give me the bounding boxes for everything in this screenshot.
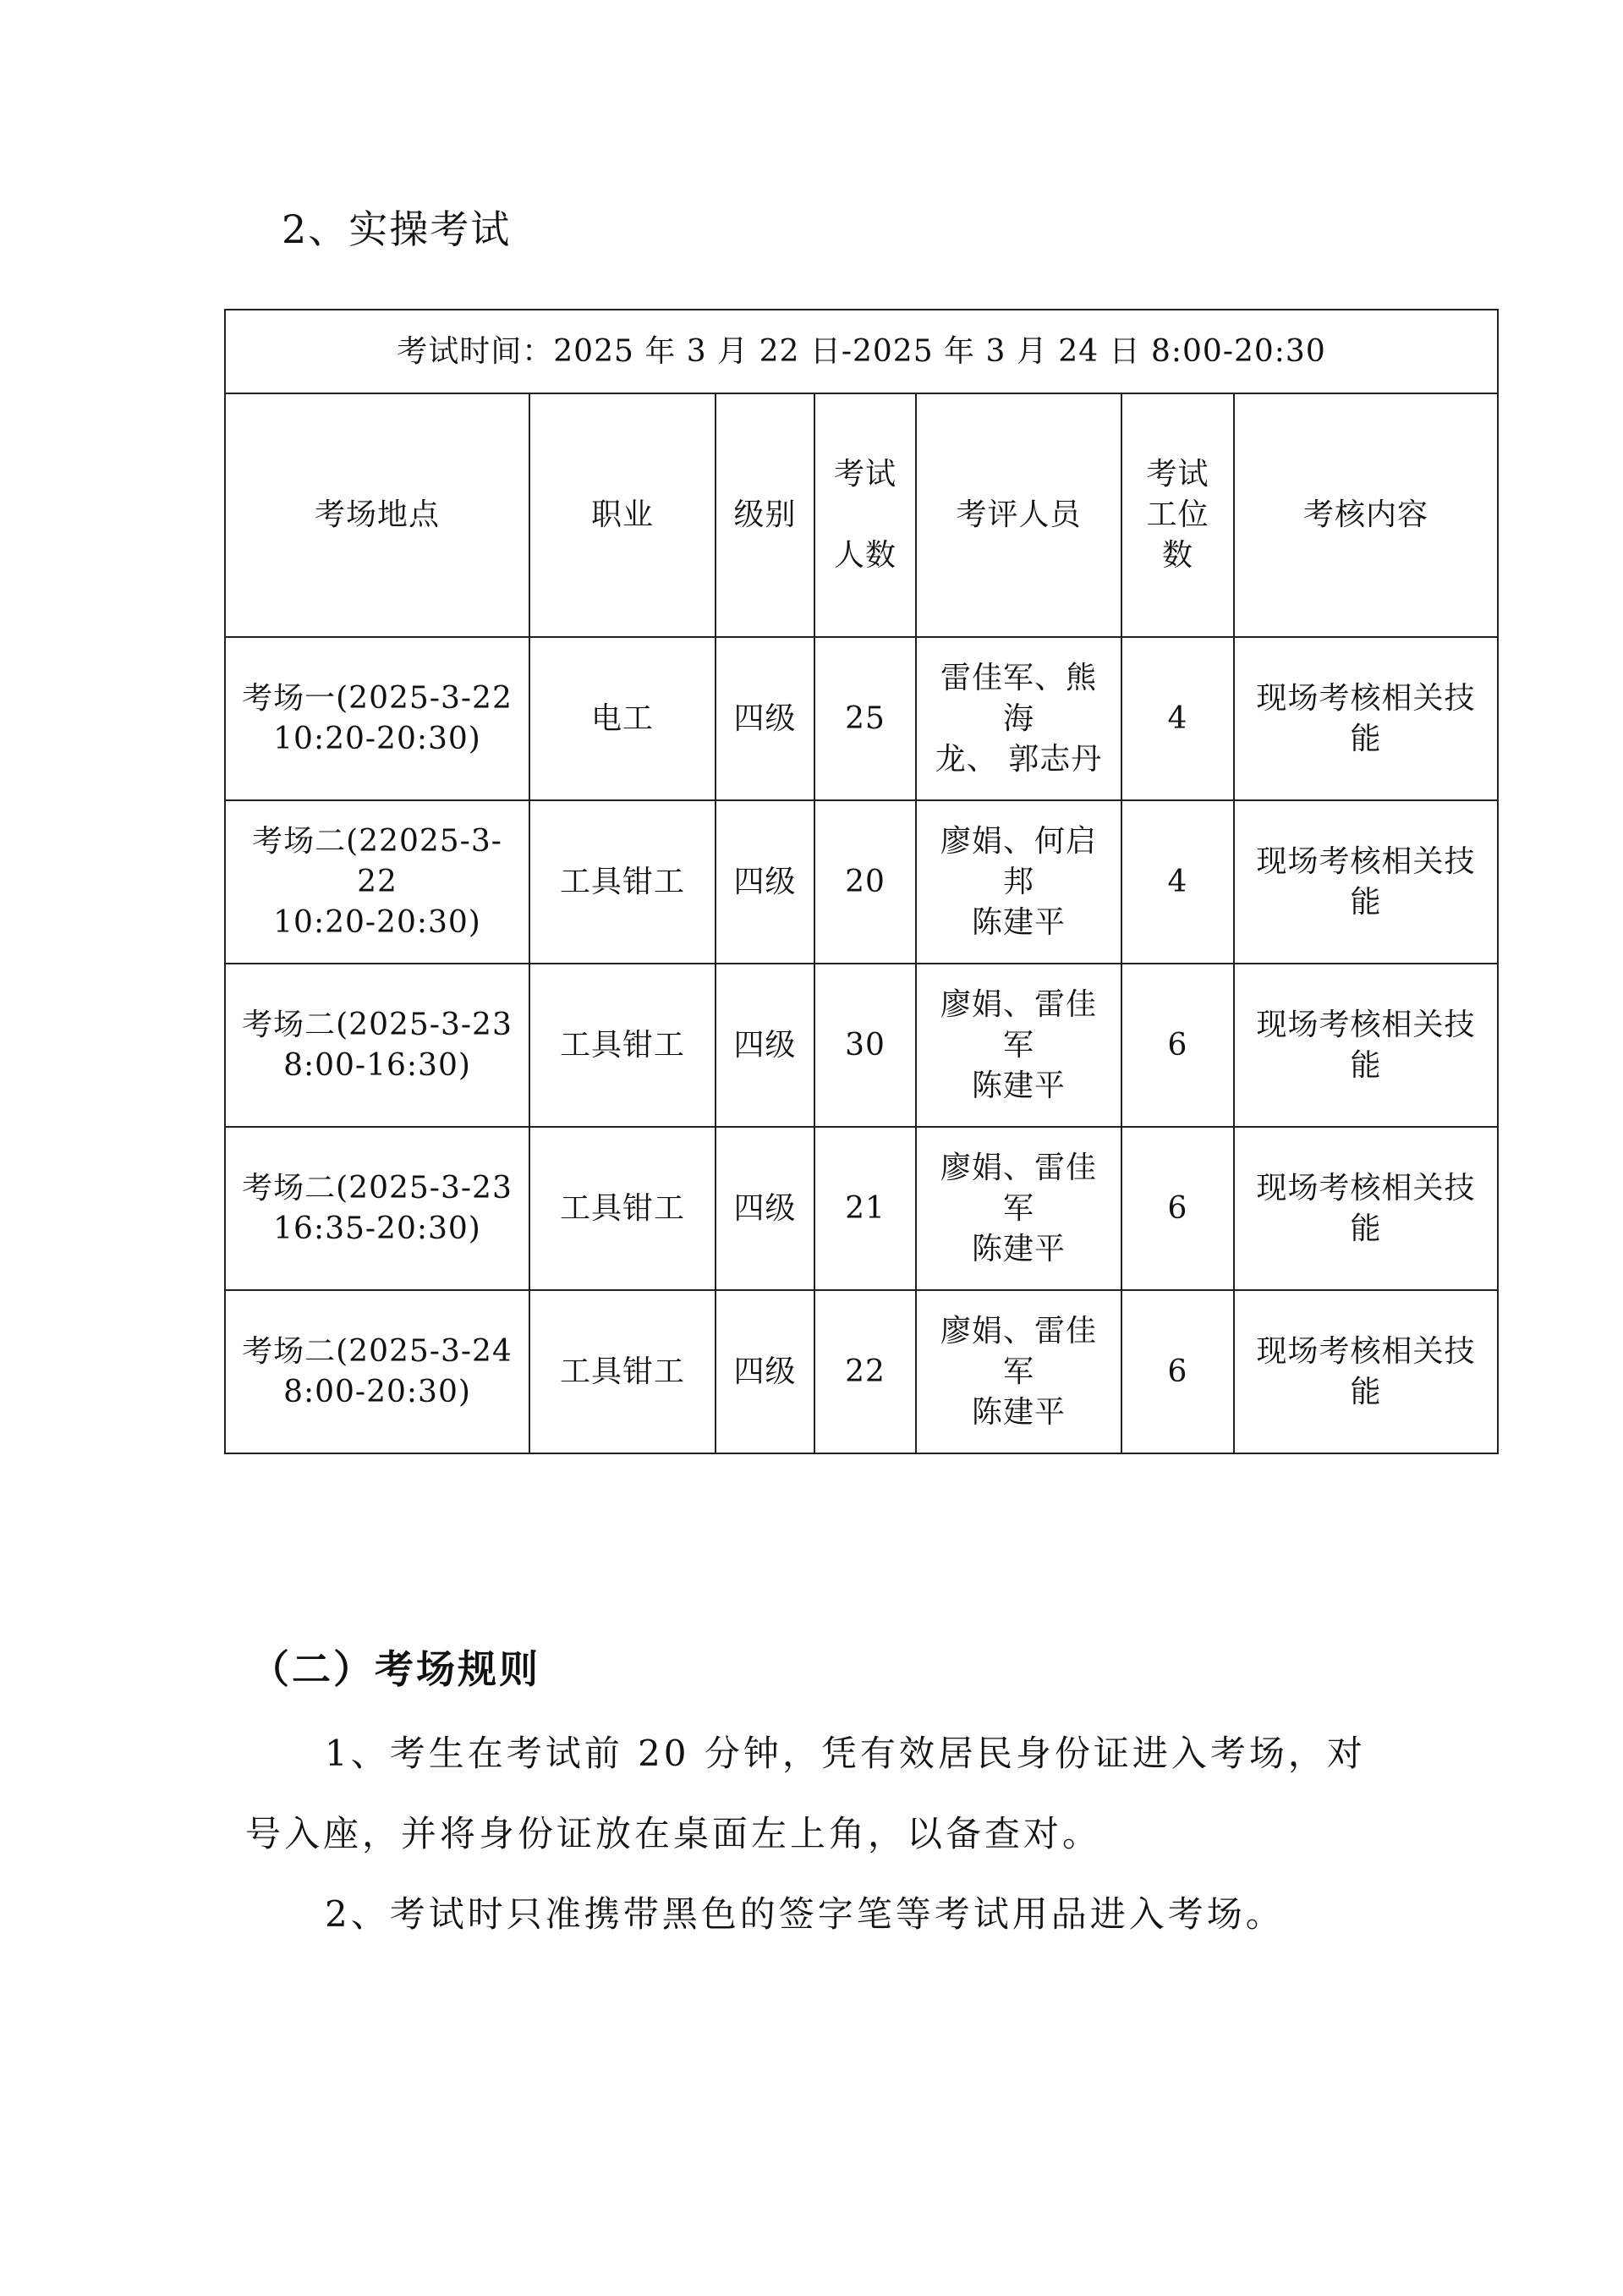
- exam-schedule-table: [224, 309, 1499, 1454]
- cell-count: 25: [814, 637, 916, 800]
- cell-line: 数: [1161, 538, 1193, 573]
- cell-occupation: 工具钳工: [529, 1290, 716, 1453]
- header-location: [225, 393, 529, 637]
- header-level: [716, 393, 814, 637]
- cell-line: 现场考核相关技: [1256, 843, 1476, 879]
- cell-line: 考场二(2025-3-23: [242, 1170, 513, 1206]
- cell-line: 8:00-20:30): [283, 1374, 471, 1409]
- cell-stations: 4: [1121, 800, 1234, 964]
- cell-occupation: 电工: [529, 637, 716, 800]
- cell-count: 20: [814, 800, 916, 964]
- cell-line: 考试: [833, 457, 896, 492]
- cell-level: 四级: [716, 1127, 814, 1290]
- cell-line: 考场二(2025-3-24: [242, 1333, 513, 1369]
- header-content: [1234, 393, 1498, 637]
- cell-line: 考试: [1146, 457, 1209, 492]
- cell-level: 四级: [716, 637, 814, 800]
- column-header-row: [225, 393, 1498, 637]
- section-title: 2、实操考试: [282, 206, 512, 252]
- cell-content: [1234, 637, 1498, 800]
- cell-line: 工位: [1146, 497, 1209, 532]
- cell-location: [225, 964, 529, 1127]
- cell-examiners: [916, 1290, 1121, 1453]
- cell-location: [225, 800, 529, 964]
- cell-examiners: [916, 964, 1121, 1127]
- cell-content: [1234, 1127, 1498, 1290]
- cell-line: 职业: [590, 497, 654, 532]
- cell-line: 人数: [833, 538, 896, 573]
- cell-line: 能: [1350, 884, 1382, 920]
- cell-level: 四级: [716, 964, 814, 1127]
- cell-line: 级别: [733, 497, 797, 532]
- cell-line: 考场一(2025-3-22: [242, 680, 513, 716]
- cell-occupation: 工具钳工: [529, 800, 716, 964]
- exam-time-header: 考试时间：2025 年 3 月 22 日-2025 年 3 月 24 日 8:00-20:30: [225, 310, 1498, 393]
- cell-content: [1234, 964, 1498, 1127]
- cell-occupation: 工具钳工: [529, 964, 716, 1127]
- table-row: [225, 800, 1498, 964]
- header-occupation: [529, 393, 716, 637]
- cell-stations: 6: [1121, 964, 1234, 1127]
- cell-examiners: [916, 637, 1121, 800]
- cell-line: 廖娟、何启邦: [940, 823, 1097, 899]
- cell-line: 考场地点: [314, 497, 440, 532]
- cell-level: 四级: [716, 800, 814, 964]
- cell-line: 龙、 郭志丹: [935, 741, 1103, 777]
- cell-line: 10:20-20:30): [273, 721, 481, 756]
- cell-content: [1234, 800, 1498, 964]
- cell-line: 考评人员: [956, 497, 1082, 532]
- table-row: [225, 1290, 1498, 1453]
- rule-1-line-2: 号入座，并将身份证放在桌面左上角，以备查对。: [245, 1813, 1102, 1854]
- cell-stations: 4: [1121, 637, 1234, 800]
- table-row: [225, 1127, 1498, 1290]
- cell-line: 陈建平: [971, 904, 1066, 940]
- cell-count: 30: [814, 964, 916, 1127]
- cell-examiners: [916, 800, 1121, 964]
- rule-1-line-1: 1、考生在考试前 20 分钟，凭有效居民身份证进入考场，对: [325, 1733, 1366, 1774]
- cell-level: 四级: [716, 1290, 814, 1453]
- cell-examiners: [916, 1127, 1121, 1290]
- table-row: [225, 637, 1498, 800]
- cell-location: [225, 637, 529, 800]
- cell-line: 现场考核相关技: [1256, 1170, 1476, 1206]
- cell-line: 能: [1350, 1211, 1382, 1246]
- header-examiners: [916, 393, 1121, 637]
- cell-line: 陈建平: [971, 1231, 1066, 1266]
- cell-line: 能: [1350, 1047, 1382, 1083]
- cell-line: 雷佳军、熊海: [940, 660, 1097, 736]
- cell-line: 廖娟、雷佳军: [940, 1150, 1097, 1226]
- cell-location: [225, 1290, 529, 1453]
- cell-occupation: 工具钳工: [529, 1127, 716, 1290]
- cell-line: 考场二(2025-3-23: [242, 1007, 513, 1042]
- cell-count: 21: [814, 1127, 916, 1290]
- cell-line: 16:35-20:30): [273, 1211, 481, 1246]
- cell-line: 现场考核相关技: [1256, 680, 1476, 716]
- cell-line: 考场二(22025-3-22: [252, 823, 502, 899]
- cell-line: 考核内容: [1303, 497, 1429, 532]
- cell-line: 陈建平: [971, 1068, 1066, 1103]
- cell-stations: 6: [1121, 1290, 1234, 1453]
- cell-line: 陈建平: [971, 1394, 1066, 1430]
- cell-content: [1234, 1290, 1498, 1453]
- header-count: [814, 393, 916, 637]
- cell-line: 能: [1350, 721, 1382, 756]
- table-row: [225, 964, 1498, 1127]
- cell-stations: 6: [1121, 1127, 1234, 1290]
- cell-line: 现场考核相关技: [1256, 1333, 1476, 1369]
- cell-location: [225, 1127, 529, 1290]
- exam-rules-title: （二）考场规则: [250, 1646, 540, 1692]
- cell-line: 10:20-20:30): [273, 904, 481, 940]
- cell-line: 廖娟、雷佳军: [940, 986, 1097, 1063]
- cell-count: 22: [814, 1290, 916, 1453]
- exam-time-row: [225, 310, 1498, 393]
- cell-line: 8:00-16:30): [283, 1047, 471, 1083]
- rule-2: 2、考试时只准携带黑色的签字笔等考试用品进入考场。: [325, 1893, 1285, 1935]
- cell-line: 现场考核相关技: [1256, 1007, 1476, 1042]
- cell-line: 能: [1350, 1374, 1382, 1409]
- cell-line: 廖娟、雷佳军: [940, 1313, 1097, 1389]
- header-stations: [1121, 393, 1234, 637]
